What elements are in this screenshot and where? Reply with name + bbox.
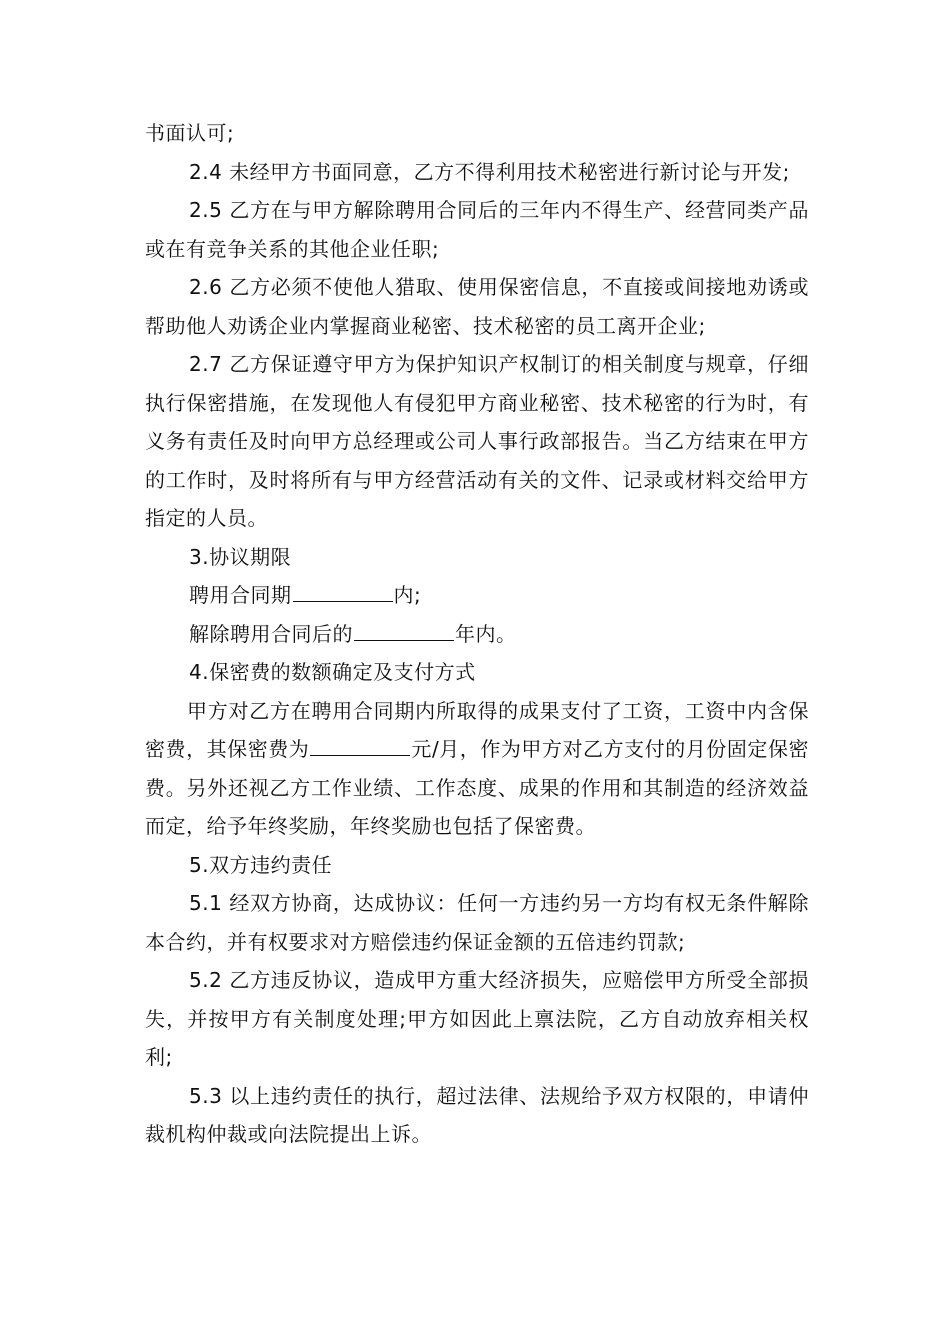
post-termination-line (145, 615, 809, 654)
section-4-heading: 4.保密费的数额确定及支付方式 (189, 660, 476, 684)
post-termination-label: 解除聘用合同后的 (189, 621, 353, 646)
paragraph-continuation: 书面认可; (145, 121, 235, 145)
section-3-heading: 3.协议期限 (189, 544, 292, 569)
fee-amount-blank (310, 733, 410, 756)
fee-text-a: 甲方对乙方在聘用合同期内所取得的成果支付了工资，工资中内含保密费，其保密费为 (145, 698, 809, 761)
clause-2-5: 2.5 乙方在与甲方解除聘用合同后的三年内不得生产、经营同类产品或在有竞争关系的其他企业任职; (145, 198, 809, 261)
post-termination-blank (354, 618, 454, 641)
document-body (145, 114, 809, 1154)
clause-5-2: 5.2 乙方违反协议，造成甲方重大经济损失，应赔偿甲方所受全部损失，并按甲方有关制度处理;甲方如因此上禀法院，乙方自动放弃相关权利; (145, 968, 809, 1069)
post-termination-suffix: 年内。 (455, 621, 517, 646)
contract-term-blank (293, 579, 393, 602)
clause-2-6: 2.6 乙方必须不使他人猎取、使用保密信息，不直接或间接地劝诱或帮助他人劝诱企业内掌握商业秘密、技术秘密的员工离开企业; (145, 275, 809, 338)
contract-term-suffix: 内; (393, 583, 422, 607)
contract-term-line (145, 576, 809, 615)
clause-5-3: 5.3 以上违约责任的执行，超过法律、法规给予双方权限的，申请仲裁机构仲裁或向法院提出上诉。 (145, 1083, 809, 1146)
clause-2-4: 2.4 未经甲方书面同意，乙方不得利用技术秘密进行新讨论与开发; (189, 159, 790, 184)
clause-5-1: 5.1 经双方协商，达成协议：任何一方违约另一方均有权无条件解除本合约，并有权要求对方赔偿违约保证金额的五倍违约罚款; (145, 891, 809, 954)
section-5-heading: 5.双方违约责任 (189, 852, 333, 877)
clause-2-7: 2.7 乙方保证遵守甲方为保护知识产权制订的相关制度与规章，仔细执行保密措施，在发现他人有侵犯甲方商业秘密、技术秘密的行为时，有义务有责任及时向甲方总经理或公司人事行政部报告。当乙方结束在甲方的工作时，及时将所有与甲方经营活动有关的文件、记录或材料交给甲方指定的人员。 (145, 352, 809, 530)
fee-text-b: 元/月，作为甲方对乙方支付的月份固定保密费。另外还视乙方工作业绩、工作态度、成果的作用和其制造的经济效益而定，给予年终奖励，年终奖励也包括了保密费。 (145, 737, 809, 838)
contract-term-label: 聘用合同期 (189, 583, 292, 607)
confidentiality-fee-paragraph (145, 692, 809, 846)
